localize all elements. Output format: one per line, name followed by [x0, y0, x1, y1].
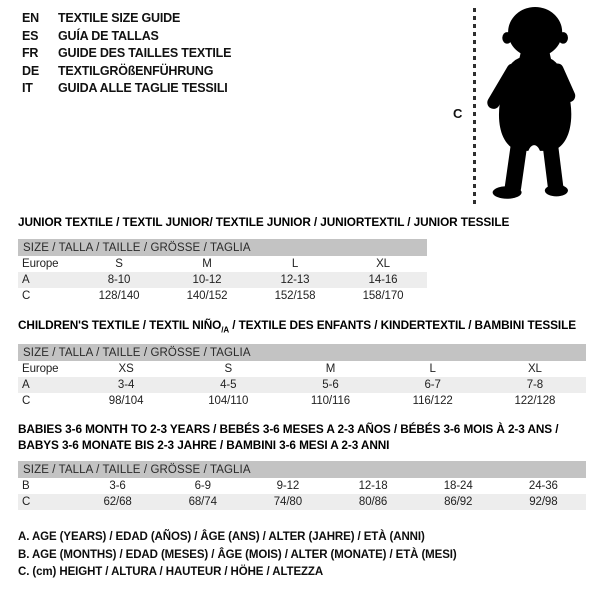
table-cell: 122/128 [514, 395, 556, 407]
table-cell: 6-9 [194, 480, 211, 492]
table-header: SIZE / TALLA / TAILLE / GRÖSSE / TAGLIA [18, 344, 586, 361]
table-cell: 18-24 [443, 480, 473, 492]
table-cell: 3-4 [75, 377, 177, 393]
table-row [18, 361, 586, 377]
table-cell: 5-6 [279, 377, 381, 393]
table-cell: Europe [22, 258, 59, 270]
table-cell: M [325, 363, 336, 375]
height-measure-label: C [453, 106, 463, 121]
table-cell: S [224, 363, 233, 375]
legend-line-b: B. AGE (MONTHS) / EDAD (MESES) / ÂGE (MOIS) / ALTER (MONATE) / ETÀ (MESI) [18, 548, 457, 561]
section-title-children [18, 318, 576, 338]
language-row-it [22, 80, 231, 98]
measure-legend [18, 529, 457, 582]
height-dotted-line [473, 8, 476, 208]
table-header: SIZE / TALLA / TAILLE / GRÖSSE / TAGLIA [18, 461, 586, 478]
language-code: IT [22, 81, 33, 96]
table-cell: C [22, 395, 31, 407]
section-title-text: BABYS 3-6 MONATE BIS 2-3 JAHRE / BAMBINI 3-6 MESI A 2-3 ANNI [18, 437, 390, 452]
table-cell: 152/158 [274, 290, 316, 302]
table-cell: XL [527, 363, 542, 375]
table-cell: 9-12 [276, 480, 300, 492]
baby-silhouette-icon [481, 6, 597, 206]
section-title-text: / TEXTILE DES ENFANTS / KINDERTEXTIL / BAMBINI TESSILE [229, 318, 576, 332]
legend-line-a: A. AGE (YEARS) / EDAD (AÑOS) / ÂGE (ANS) / ALTER (JAHRE) / ETÀ (ANNI) [18, 531, 425, 543]
language-code: ES [22, 28, 39, 43]
table-cell: 110/116 [310, 395, 351, 407]
table-cell: Europe [22, 363, 59, 375]
guide-title: GUÍA DE TALLAS [58, 28, 159, 43]
table-cell: 80/86 [330, 494, 415, 510]
height-figure [445, 4, 597, 212]
table-cell: 140/152 [186, 290, 228, 302]
table-cell: S [115, 258, 123, 270]
table-header: SIZE / TALLA / TAILLE / GRÖSSE / TAGLIA [18, 239, 427, 256]
table-cell: 158/170 [362, 290, 404, 302]
table-row [18, 478, 586, 494]
table-cell: 62/68 [75, 494, 160, 510]
table-cell: L [429, 363, 436, 375]
language-title-list [22, 10, 231, 98]
table-cell: 8-10 [75, 272, 163, 288]
table-cell: 12-13 [251, 272, 339, 288]
table-cell: 104/110 [208, 395, 249, 407]
children-size-table [18, 344, 586, 409]
table-cell: 7-8 [484, 377, 586, 393]
section-title-babies [18, 422, 558, 453]
guide-title: GUIDA ALLE TAGLIE TESSILI [58, 81, 228, 96]
table-cell: C [18, 494, 75, 510]
table-cell: L [291, 258, 299, 270]
language-code: DE [22, 63, 39, 78]
guide-title: GUIDE DES TAILLES TEXTILE [58, 46, 232, 61]
table-cell: C [22, 290, 31, 302]
table-row [18, 377, 586, 393]
table-row [18, 288, 427, 304]
table-cell: 24-36 [528, 480, 558, 492]
language-row-en [22, 10, 231, 28]
table-cell: 3-6 [109, 480, 126, 492]
table-cell: 116/122 [412, 395, 453, 407]
language-row-de [22, 63, 231, 81]
table-row [18, 494, 586, 510]
section-title-subscript: /A [221, 325, 230, 335]
table-cell: M [202, 258, 212, 270]
table-cell: 10-12 [163, 272, 251, 288]
table-cell: 128/140 [98, 290, 140, 302]
table-row [18, 256, 427, 272]
table-cell: A [18, 377, 75, 393]
language-code: FR [22, 46, 39, 61]
table-cell: 86/92 [416, 494, 501, 510]
table-cell: 98/104 [108, 395, 144, 407]
table-cell: 92/98 [501, 494, 586, 510]
table-cell: 4-5 [177, 377, 279, 393]
table-cell: B [22, 480, 30, 492]
table-cell: 14-16 [339, 272, 427, 288]
table-cell: 12-18 [358, 480, 388, 492]
guide-title: TEXTILE SIZE GUIDE [58, 11, 181, 25]
table-cell: XL [376, 258, 390, 270]
table-cell: 68/74 [160, 494, 245, 510]
table-cell: A [18, 272, 75, 288]
guide-title: TEXTILGRÖßENFÜHRUNG [58, 63, 214, 78]
section-title-text: BABIES 3-6 MONTH TO 2-3 YEARS / BEBÉS 3-6 MESES A 2-3 AÑOS / BÉBÉS 3-6 MOIS À 2-3 ANS / [18, 422, 559, 436]
table-cell: XS [118, 363, 134, 375]
section-title-text: CHILDREN'S TEXTILE / TEXTIL NIÑO [18, 318, 222, 332]
language-code: EN [22, 11, 39, 25]
legend-line-c: C. (cm) HEIGHT / ALTURA / HAUTEUR / HÖHE / ALTEZZA [18, 566, 324, 579]
language-row-es [22, 28, 231, 46]
table-row [18, 272, 427, 288]
table-cell: 6-7 [382, 377, 484, 393]
junior-size-table [18, 239, 427, 304]
language-row-fr [22, 45, 231, 63]
section-title-junior: JUNIOR TEXTILE / TEXTIL JUNIOR/ TEXTILE JUNIOR / JUNIORTEXTIL / JUNIOR TESSILE [18, 215, 510, 229]
table-row [18, 393, 586, 409]
babies-size-table [18, 461, 586, 510]
table-cell: 74/80 [245, 494, 330, 510]
